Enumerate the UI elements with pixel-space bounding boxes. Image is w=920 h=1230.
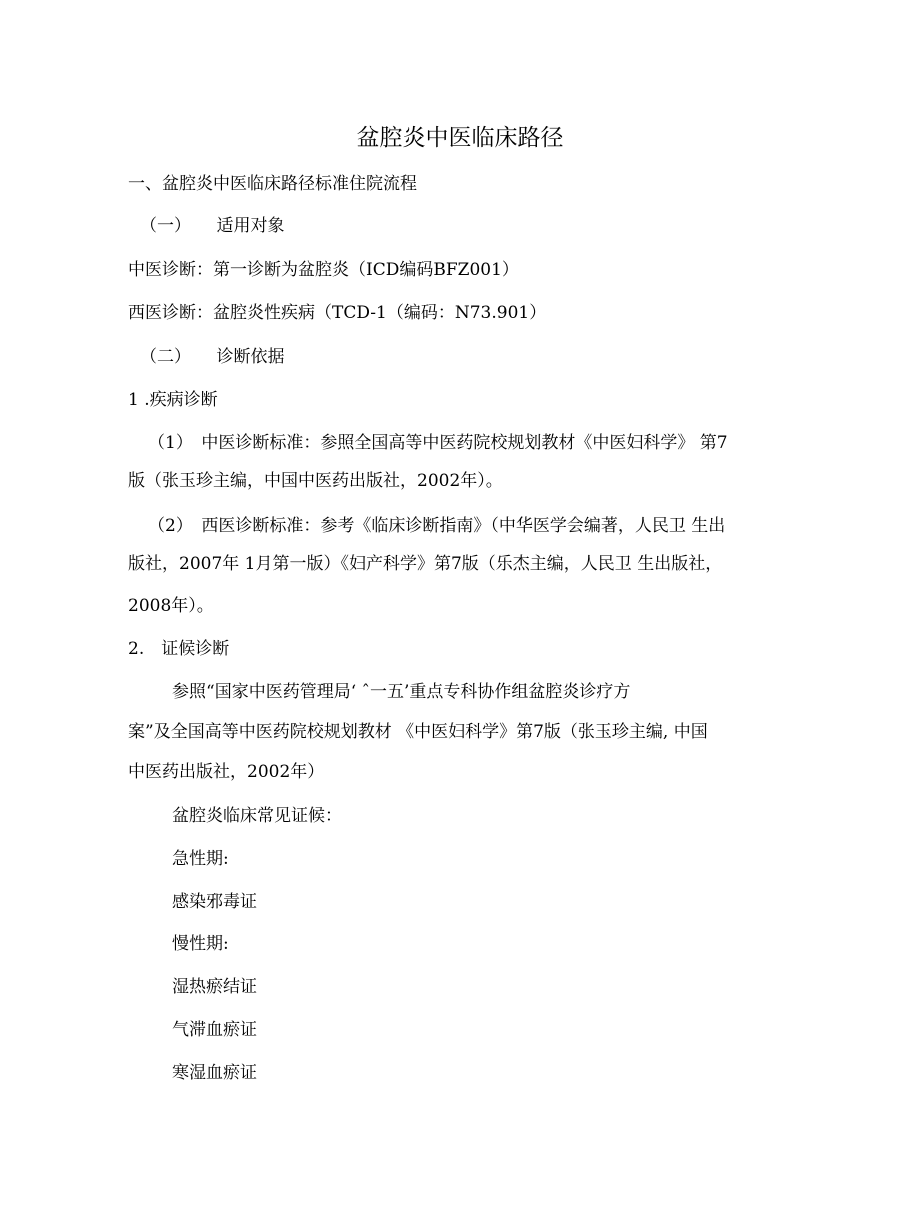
western-diagnosis-line: 西医诊断：盆腔炎性疾病（TCD-1（编码：N73.901） bbox=[128, 303, 547, 323]
syndrome-item: 寒湿血瘀证 bbox=[172, 1063, 257, 1083]
subsection-heading-applicable-subjects: （一） 适用对象 bbox=[140, 216, 285, 236]
chronic-phase-label: 慢性期: bbox=[172, 934, 229, 954]
item-heading-disease-diagnosis: 1 .疾病诊断 bbox=[128, 390, 218, 410]
paragraph-tcm-criteria-line-2: 版（张玉珍主编，中国中医药出版社，2002年）。 bbox=[128, 471, 503, 491]
subsection-heading-diagnostic-basis: （二） 诊断依据 bbox=[140, 347, 285, 367]
paragraph-syndrome-reference-line-1: 参照“国家中医药管理局‘ ˆ一五’重点专科协作组盆腔炎诊疗方 bbox=[172, 682, 631, 702]
paragraph-tcm-criteria-line-1: （1） 中医诊断标准：参照全国高等中医药院校规划教材《中医妇科学》 第7 bbox=[148, 433, 728, 453]
paragraph-western-criteria-line-2: 版社，2007年 1月第一版）《妇产科学》第7版（乐杰主编，人民卫 生出版社， bbox=[128, 554, 723, 574]
acute-phase-label: 急性期: bbox=[172, 849, 229, 869]
item-heading-syndrome-diagnosis: 2. 证候诊断 bbox=[128, 639, 230, 659]
section-heading-1: 一、盆腔炎中医临床路径标准住院流程 bbox=[128, 174, 417, 194]
paragraph-syndrome-reference-line-3: 中医药出版社，2002年） bbox=[128, 762, 325, 782]
syndrome-item: 气滞血瘀证 bbox=[172, 1020, 257, 1040]
syndromes-intro: 盆腔炎临床常见证候： bbox=[172, 806, 342, 826]
tcm-diagnosis-line: 中医诊断：第一诊断为盆腔炎（ICD编码BFZ001） bbox=[128, 260, 519, 280]
syndrome-item: 感染邪毒证 bbox=[172, 892, 257, 912]
paragraph-syndrome-reference-line-2: 案”及全国高等中医药院校规划教材 《中医妇科学》第7版（张玉珍主编, 中国 bbox=[128, 722, 708, 742]
syndrome-item: 湿热瘀结证 bbox=[172, 977, 257, 997]
document-title: 盆腔炎中医临床路径 bbox=[356, 125, 564, 151]
paragraph-western-criteria-line-3: 2008年）。 bbox=[128, 596, 214, 616]
paragraph-western-criteria-line-1: （2） 西医诊断标准：参考《临床诊断指南》（中华医学会编著，人民卫 生出 bbox=[148, 516, 726, 536]
